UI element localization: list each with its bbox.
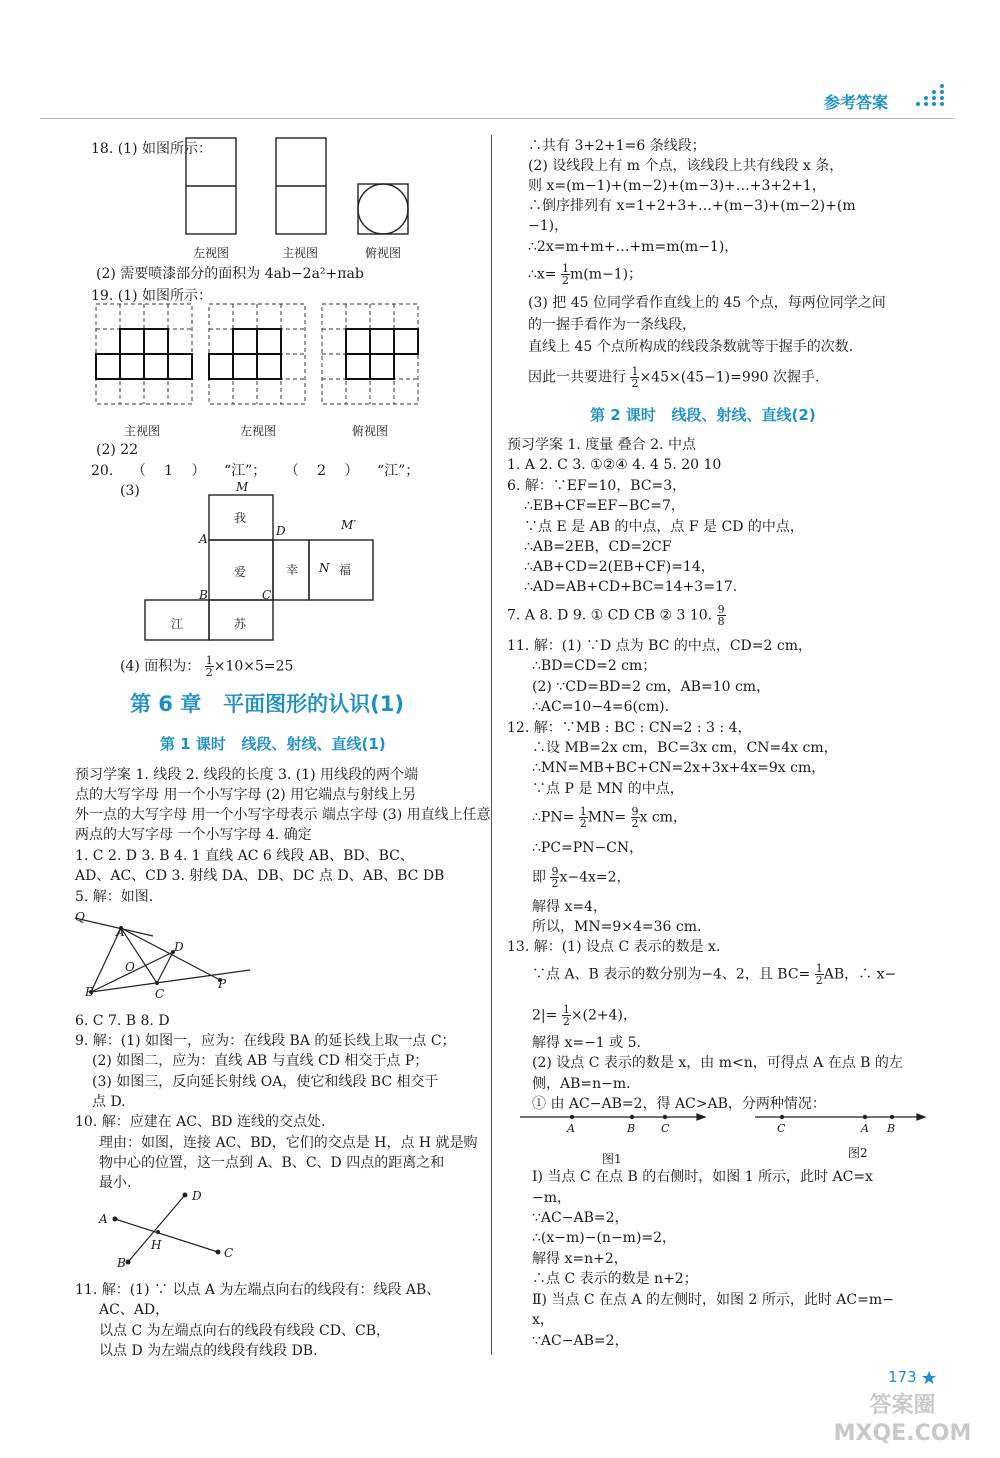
q9-line-3: (3) 如图三，反向延长射线 OA，使它和线段 BC 相交于 <box>92 1074 439 1090</box>
r-eq-ji-post: x−4x=2， <box>559 869 631 886</box>
q11-line-4: 以点 D 为左端点的线段有线段 DB. <box>99 1343 318 1359</box>
q20-cell-wo: 我 <box>234 511 247 525</box>
q10-line-4: 最小. <box>99 1175 132 1191</box>
fig1-point-b: B <box>627 1122 636 1135</box>
prep-line-3: 外一点的大写字母 用一个小写字母表示 端点字母 (3) 用直线上任意 <box>75 807 491 823</box>
r-eq-hand-pre: 因此一共要进行 <box>528 369 626 386</box>
q10-line-2: 理由：如图，连接 AC、BD，它们的交点是 H，点 H 就是购 <box>99 1135 478 1151</box>
r-eq-hand-den: 2 <box>631 377 639 390</box>
section2-title: 第 2 课时 线段、射线、直线(2) <box>590 406 816 424</box>
r-eq-pn-post: x cm， <box>639 809 688 826</box>
r-b-5: 12. 解：∵MB : BC : CN=2 : 3 : 4， <box>507 720 752 736</box>
q9-line-4: 点 D. <box>92 1094 126 1110</box>
q20-cell-su: 苏 <box>234 617 247 631</box>
fig2-point-b: B <box>887 1122 896 1135</box>
q20-point-a: A <box>199 532 208 546</box>
r-q7-10-num: 9 <box>717 603 725 616</box>
q10-point-b: B <box>117 1256 126 1270</box>
chapter-title: 第 6 章 平面图形的认识(1) <box>130 692 404 716</box>
r-q7-10-den: 8 <box>717 615 725 628</box>
r-a-3: 6. 解：∵EF=10，BC=3， <box>507 478 687 494</box>
q5-point-b: B <box>85 985 94 999</box>
r-eq-hand-post: ×45×(45−1)=990 次握手. <box>639 369 820 386</box>
r-d-4: ∴(x−m)−(n−m)=2， <box>532 1230 677 1246</box>
r-d-2: −m， <box>532 1190 572 1206</box>
q5-point-d: D <box>174 940 184 954</box>
q20-part4-text: (4) 面积为： <box>120 658 201 675</box>
page-number: 173 <box>888 1368 917 1386</box>
q10-point-h: H <box>151 1238 162 1252</box>
q20-frac-den: 2 <box>205 666 213 679</box>
r-d-6: ∴点 C 表示的数是 n+2； <box>532 1271 698 1287</box>
q11-line-3: 以点 C 为左端点向右的线段有线段 CD、CB， <box>99 1323 390 1339</box>
r-b-7: ∴MN=MB+BC+CN=2x+3x+4x=9x cm， <box>532 760 826 776</box>
prep-line-1: 预习学案 1. 线段 2. 线段的长度 3. (1) 用线段的两个端 <box>75 767 419 783</box>
r-top-6: ∴2x=m+m+…+m=m(m−1)， <box>528 239 739 255</box>
column-divider <box>491 135 492 1355</box>
r-eq-ji-den: 2 <box>551 877 559 890</box>
r-c-7: (2) 设点 C 表示的数是 x，由 m<n，可得点 A 在点 B 的左 <box>532 1055 903 1071</box>
q20-part3: (3) <box>120 483 140 499</box>
r-a-7: ∴AB+CD=2(EB+CF)=14， <box>524 559 715 575</box>
r-c-1: 解得 x=4， <box>532 899 607 915</box>
r-c-8: 侧，AB=n−m. <box>532 1076 631 1092</box>
r-top-3: 则 x=(m−1)+(m−2)+(m−3)+…+3+2+1， <box>528 178 826 194</box>
r-c-2: 所以，MN=9×4=36 cm. <box>532 919 702 935</box>
header-dots-icon <box>912 82 952 112</box>
r-eq-pn-den2: 2 <box>631 817 639 830</box>
r-eq-x-num: 1 <box>562 262 569 275</box>
q20-part4-expr: ×10×5=25 <box>213 658 294 675</box>
fig2-point-a: A <box>861 1122 869 1135</box>
r-c-9: ① 由 AC−AB=2，得 AC>AB，分两种情况： <box>532 1096 826 1112</box>
q18-part1: 18. (1) 如图所示： <box>91 141 212 157</box>
q18-view-top-label: 俯视图 <box>365 246 402 260</box>
r-eq-x <box>528 263 642 286</box>
q10-figure <box>110 1192 250 1272</box>
q18-views-figure <box>186 138 426 238</box>
q10-line-1: 10. 解：应建在 AC、BD 连线的交点处. <box>75 1114 326 1130</box>
r-mid-2: 的一握手看作为一条线段， <box>528 317 696 333</box>
r-eq-pn-num1: 1 <box>579 805 587 818</box>
r-b-8: ∵点 P 是 MN 的中点， <box>532 781 684 797</box>
r-c-5-num: 1 <box>562 1003 570 1016</box>
q20-point-c: C <box>262 588 272 602</box>
q5-line: 5. 解：如图. <box>75 889 154 905</box>
r-c-5-frac <box>562 1004 571 1027</box>
r-c-3: 13. 解：(1) 设点 C 表示的数是 x. <box>507 939 721 955</box>
q19-part1: 19. (1) 如图所示： <box>91 288 212 304</box>
prep-line-2: 点的大写字母 用一个小写字母 (2) 用它端点与射线上另 <box>75 787 417 803</box>
r-eq-x-frac <box>561 263 570 286</box>
r-c-4 <box>532 963 896 986</box>
r-c-5-den: 2 <box>562 1015 570 1028</box>
q20-point-m: M <box>236 480 249 494</box>
r-d-9: ∵AC−AB=2， <box>532 1333 629 1349</box>
r-d-8: x， <box>532 1312 554 1328</box>
r-c-6: 解得 x=−1 或 5. <box>532 1035 641 1051</box>
r-q7-10-frac <box>717 604 726 627</box>
r-mid-3: 直线上 45 个点所构成的线段条数就等于握手的次数. <box>528 339 854 355</box>
q10-point-d: D <box>192 1189 202 1203</box>
r-eq-pn <box>532 806 687 829</box>
r-eq-x-post: m(m−1)； <box>570 266 643 283</box>
q20-part4 <box>120 655 293 678</box>
q20-point-b: B <box>199 588 208 602</box>
q19-part2: (2) 22 <box>96 442 139 458</box>
ans-line-1: 1. C 2. D 3. B 4. 1 直线 AC 6 线段 AB、BD、BC、 <box>75 848 414 864</box>
r-eq-ji-num: 9 <box>551 865 559 878</box>
r-c-4-num: 1 <box>815 962 823 975</box>
r-b-3: (2) ∵CD=BD=2 cm，AB=10 cm， <box>532 679 771 695</box>
q5-point-o: O <box>125 960 135 974</box>
r-top-4: ∴倒序排列有 x=1+2+3+…+(m−3)+(m−2)+(m <box>528 198 856 214</box>
r-a-6: ∴AB=2EB，CD=2CF <box>524 539 672 555</box>
r-c-5-post: ×(2+4)， <box>570 1007 638 1024</box>
r-eq-pn-den1: 2 <box>579 817 587 830</box>
r-eq-pn-num2: 9 <box>631 805 639 818</box>
q5-point-c: C <box>155 987 165 1001</box>
r-a-1: 预习学案 1. 度量 叠合 2. 中点 <box>507 437 696 453</box>
q10-point-a: A <box>99 1212 108 1226</box>
r-eq-pn-frac1 <box>579 806 588 829</box>
r-eq-x-den: 2 <box>562 274 569 287</box>
q20-point-d: D <box>276 524 286 538</box>
fig1-point-a: A <box>567 1122 575 1135</box>
r-b-4: ∴AC=10−4=6(cm). <box>532 699 670 715</box>
q20-part1: 20. （ 1 ） “江”； （ 2 ） “江”； <box>91 463 420 479</box>
fig2-caption: 图2 <box>848 1146 868 1160</box>
q20-point-m-prime: M′ <box>341 518 357 532</box>
page-header-title: 参考答案 <box>824 93 889 112</box>
r-eq-hand <box>528 366 819 389</box>
fig2-point-c: C <box>777 1122 786 1135</box>
q18-view-left-label: 左视图 <box>193 246 230 260</box>
r-d-5: 解得 x=n+2， <box>532 1251 628 1267</box>
r-eq-pn-mid: MN= <box>587 809 627 826</box>
star-icon <box>922 1371 936 1385</box>
prep-line-4: 两点的大写字母 一个小写字母 4. 确定 <box>75 827 312 843</box>
q19-view-top-label: 俯视图 <box>352 424 389 438</box>
header-rule <box>40 118 955 119</box>
q10-point-c: C <box>224 1246 234 1260</box>
r-a-8: ∴AD=AB+CD+BC=14+3=17. <box>524 579 738 595</box>
q19-view-left-label: 左视图 <box>240 424 277 438</box>
q19-grid-figure <box>96 304 441 404</box>
r-b-6: ∴设 MB=2x cm，BC=3x cm，CN=4x cm， <box>532 740 838 756</box>
r-d-3: ∵AC−AB=2， <box>532 1210 629 1226</box>
r-c-4-den: 2 <box>815 974 823 987</box>
fig1-point-c: C <box>661 1122 670 1135</box>
r-c-5 <box>532 1004 637 1027</box>
q11-line-2: AC、AD， <box>99 1302 170 1318</box>
q19-view-front-label: 主视图 <box>124 424 161 438</box>
fig1-caption: 图1 <box>602 1152 622 1166</box>
q6-8-line: 6. C 7. B 8. D <box>75 1013 170 1029</box>
q18-view-front-label: 主视图 <box>282 246 319 260</box>
q9-line-2: (2) 如图二，应为：直线 AB 与直线 CD 相交于点 P； <box>92 1053 429 1069</box>
r-c-4-text: ∵点 A、B 表示的数分别为−4、2，且 BC= <box>532 966 811 983</box>
r-pc: ∴PC=PN−CN， <box>532 840 644 856</box>
r-top-2: (2) 设线段上有 m 个点，该线段上共有线段 x 条， <box>528 158 844 174</box>
r-a-2: 1. A 2. C 3. ①②④ 4. 4 5. 20 10 <box>507 457 722 473</box>
r-b-2: ∴BD=CD=2 cm； <box>532 658 657 674</box>
q20-cell-jiang: 江 <box>171 617 184 631</box>
q20-frac <box>205 655 214 678</box>
watermark-logo: 答案圈 MXQE.COM <box>833 1393 972 1446</box>
r-q7-10 <box>507 604 726 627</box>
r-d-1: Ⅰ) 当点 C 在点 B 的右侧时，如图 1 所示，此时 AC=x <box>532 1169 873 1185</box>
r-eq-hand-num: 1 <box>631 365 639 378</box>
r-c-5-text: 2|= <box>532 1007 558 1024</box>
q5-point-a: A <box>116 925 125 939</box>
r-eq-pn-frac2 <box>631 806 640 829</box>
r-eq-ji-pre: 即 <box>532 869 546 886</box>
q5-point-p: P <box>218 977 227 991</box>
r-eq-ji <box>532 866 631 889</box>
q10-line-3: 物中心的位置，这一点到 A、B、C、D 四点的距离之和 <box>99 1155 445 1171</box>
q18-part2: (2) 需要喷漆部分的面积为 4ab−2a²+πab <box>96 266 364 282</box>
r-eq-x-pre: ∴x= <box>528 266 557 283</box>
q20-cell-xing: 幸 <box>286 563 299 577</box>
r-c-4-frac <box>815 963 824 986</box>
q20-point-n: N <box>319 561 330 575</box>
q9-line-1: 9. 解：(1) 如图一，应为：在线段 BA 的延长线上取一点 C； <box>75 1033 456 1049</box>
section1-title: 第 1 课时 线段、射线、直线(1) <box>160 735 386 753</box>
q20-cell-fu: 福 <box>339 563 352 577</box>
ans-line-2: AD、AC、CD 3. 射线 DA、DB、DC 点 D、AB、BC DB <box>75 868 445 884</box>
q20-cell-ai: 爱 <box>234 565 247 579</box>
q11-line-1: 11. 解：(1) ∵ 以点 A 为左端点向右的线段有：线段 AB、 <box>75 1282 441 1298</box>
q5-figure <box>75 910 265 1000</box>
r-eq-pn-pre: ∴PN= <box>532 809 575 826</box>
r-mid-1: (3) 把 45 位同学看作直线上的 45 个点，每两位同学之间 <box>528 295 886 311</box>
r-c-4-post: AB，∴ x− <box>823 966 897 983</box>
r-d-7: Ⅱ) 当点 C 在点 A 的左侧时，如图 2 所示，此时 AC=m− <box>532 1292 894 1308</box>
r-top-5: −1)， <box>528 218 569 234</box>
q20-frac-num: 1 <box>205 654 213 667</box>
r-top-1: ∴共有 3+2+1=6 条线段； <box>528 138 706 154</box>
r-b-1: 11. 解：(1) ∵D 点为 BC 的中点，CD=2 cm， <box>507 638 812 654</box>
r-a-4: ∴EB+CF=EF−BC=7， <box>524 498 685 514</box>
r-q7-10-pre: 7. A 8. D 9. ① CD CB ② 3 10. <box>507 607 713 624</box>
q5-point-q: Q <box>75 910 85 924</box>
r-a-5: ∵点 E 是 AB 的中点，点 F 是 CD 的中点， <box>524 519 804 535</box>
